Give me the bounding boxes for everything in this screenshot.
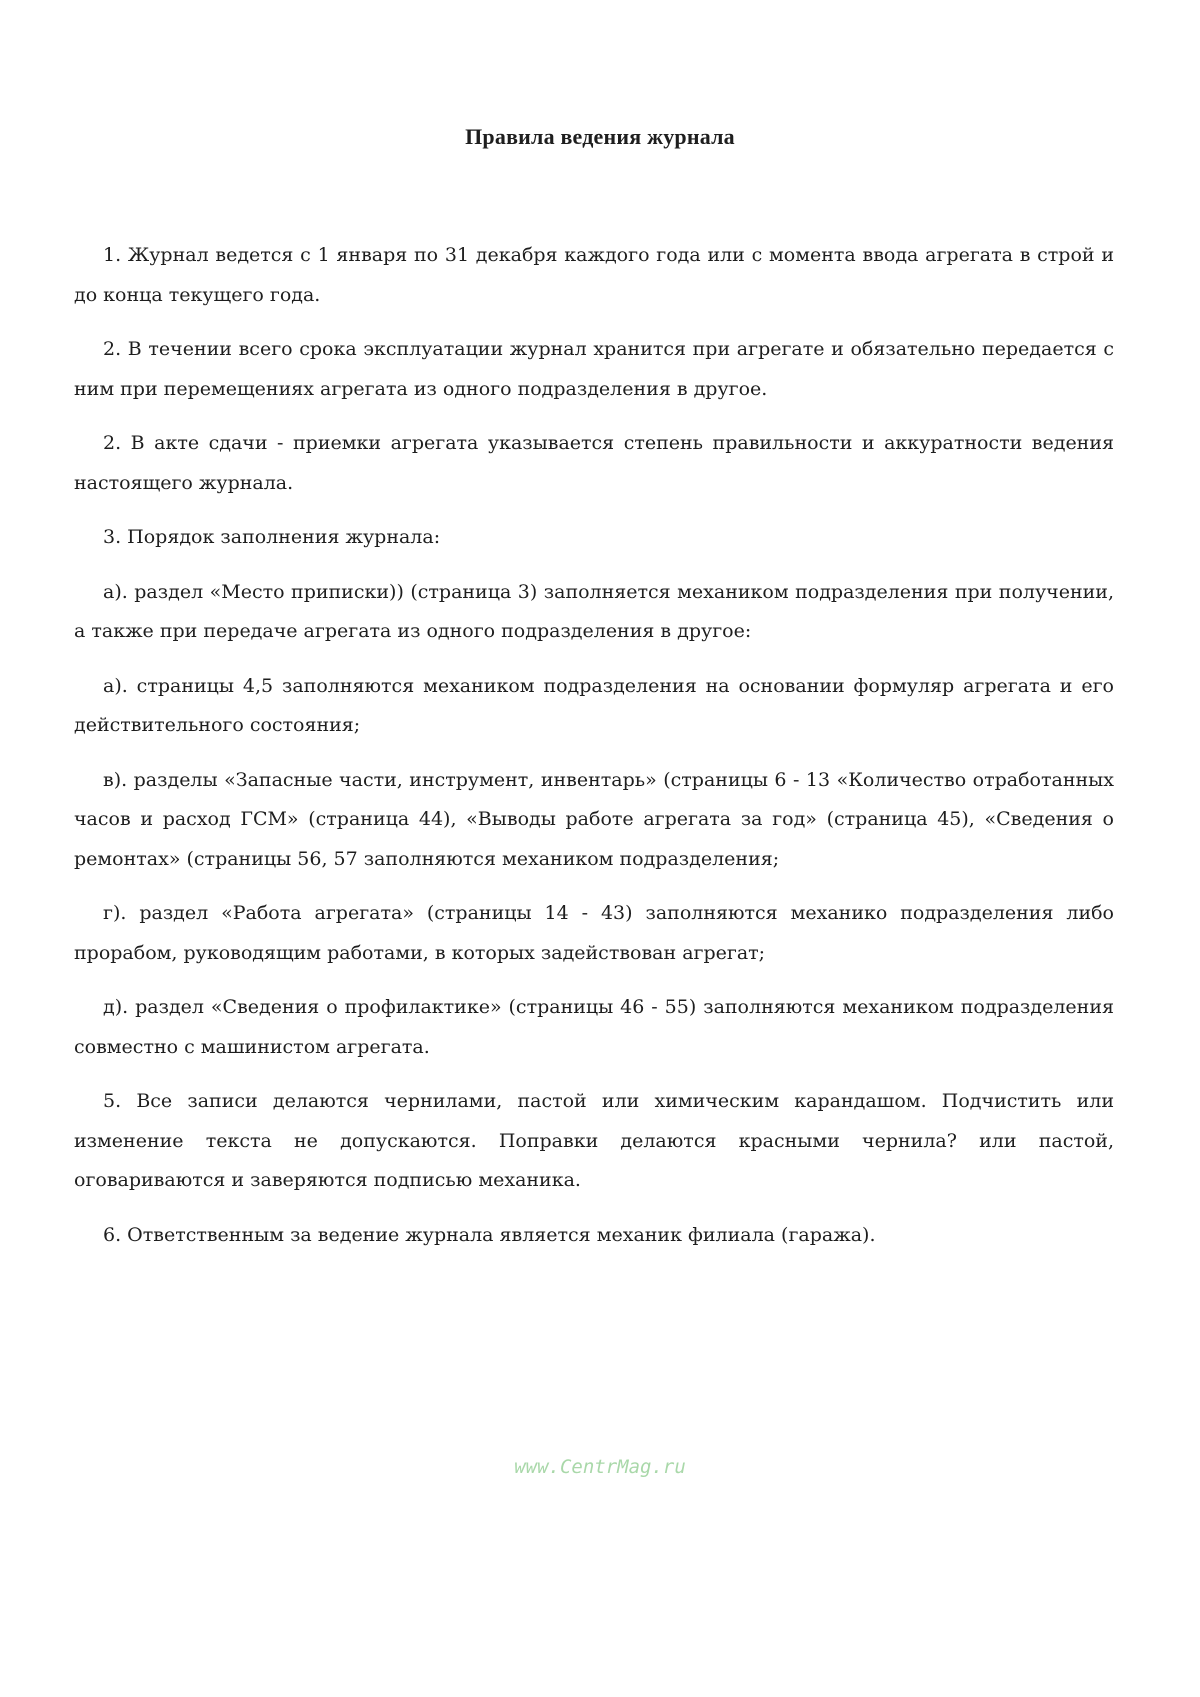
watermark-link: www.CentrMag.ru (514, 1456, 686, 1478)
rule-paragraph: г). раздел «Работа агрегата» (страницы 14 - 43) заполняются механико подразделения либо прорабом, руководящим работами, в которых задействован агрегат; (74, 902, 1114, 964)
rule-paragraph: 1. Журнал ведется с 1 января по 31 декабря каждого года или с момента ввода агрегата в строй и до конца текущего года. (74, 244, 1114, 306)
rule-paragraph: д). раздел «Сведения о профилактике» (страницы 46 - 55) заполняются механиком подразделения совместно с машинистом агрегата. (74, 996, 1114, 1058)
rule-paragraph: в). разделы «Запасные части, инструмент, инвентарь» (страницы 6 - 13 «Количество отработанных часов и расход ГСМ» (страница 44), «Выводы работе агрегата за год» (страница 45), «Сведения о ремонтах» (страницы 56, 57 заполняются механиком подразделения; (74, 768, 1114, 870)
rules-body (74, 236, 1114, 1270)
rule-paragraph: а). раздел «Место приписки)) (страница 3) заполняется механиком подразделения при получении, а также при передаче агрегата из одного подразделения в другое: (74, 580, 1114, 642)
page-title: Правила ведения журнала (465, 124, 735, 149)
rule-paragraph: 6. Ответственным за ведение журнала является механик филиала (гаража). (103, 1223, 876, 1246)
rule-paragraph: 2. В акте сдачи - приемки агрегата указывается степень правильности и аккуратности ведения настоящего журнала. (74, 432, 1114, 494)
rule-paragraph: 3. Порядок заполнения журнала: (103, 526, 441, 548)
rule-paragraph: а). страницы 4,5 заполняются механиком подразделения на основании формуляр агрегата и его действительного состояния; (74, 674, 1114, 736)
rule-paragraph: 5. Все записи делаются чернилами, пастой или химическим карандашом. Подчистить или изменение текста не допускаются. Поправки делаются красными чернила? или пастой, оговариваются и заверяются подписью механика. (74, 1090, 1114, 1191)
rule-paragraph: 2. В течении всего срока эксплуатации журнал хранится при агрегате и обязательно передается с ним при перемещениях агрегата из одного подразделения в другое. (74, 338, 1114, 400)
